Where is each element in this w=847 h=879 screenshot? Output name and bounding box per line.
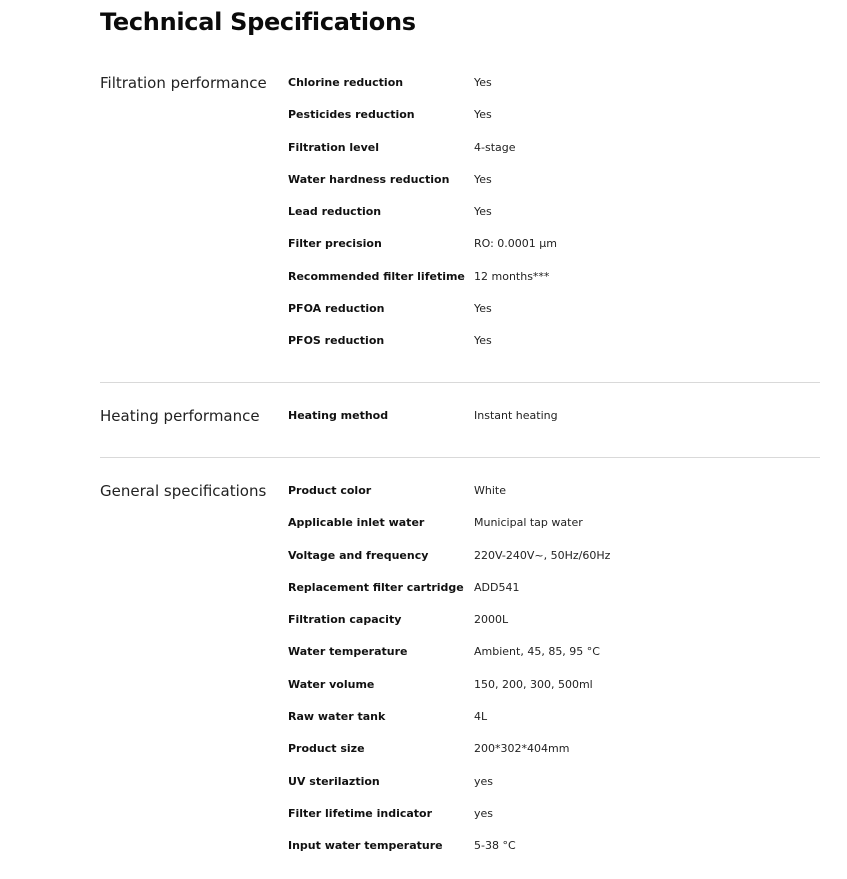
spec-label: Product color xyxy=(288,484,372,497)
spec-label: Product size xyxy=(288,742,365,756)
section-divider xyxy=(100,457,820,458)
spec-label: Applicable inlet water xyxy=(288,516,425,530)
spec-label: Recommended filter lifetime xyxy=(288,269,465,283)
spec-label: Filter lifetime indicator xyxy=(288,806,433,820)
spec-value: 2000L xyxy=(474,613,509,627)
spec-value: 12 months*** xyxy=(474,269,550,283)
spec-value: Yes xyxy=(474,76,492,89)
spec-value: RO: 0.0001 µm xyxy=(474,237,558,251)
spec-value: 5-38 °C xyxy=(474,839,516,853)
spec-value: Yes xyxy=(474,205,492,219)
spec-value: Yes xyxy=(474,108,492,122)
spec-value: Ambient, 45, 85, 95 °C xyxy=(474,645,600,659)
spec-value: 150, 200, 300, 500ml xyxy=(474,677,593,691)
spec-label: Raw water tank xyxy=(288,710,386,724)
spec-value: ADD541 xyxy=(474,580,520,594)
spec-value: Yes xyxy=(474,172,492,186)
spec-value: Yes xyxy=(474,334,492,348)
spec-label: Pesticides reduction xyxy=(288,108,415,122)
spec-value: Instant heating xyxy=(474,409,558,422)
spec-value: 220V-240V~, 50Hz/60Hz xyxy=(474,548,611,562)
spec-label: Filtration level xyxy=(288,140,380,154)
section-title: General specifications xyxy=(100,482,267,500)
spec-label: Water temperature xyxy=(288,645,408,659)
spec-label: Input water temperature xyxy=(288,839,443,853)
spec-label: Filtration capacity xyxy=(288,613,402,627)
spec-label: Filter precision xyxy=(288,237,382,251)
spec-value: White xyxy=(474,484,506,497)
spec-label: Water volume xyxy=(288,677,375,691)
spec-label: Lead reduction xyxy=(288,205,382,219)
spec-value: 4-stage xyxy=(474,140,516,154)
section-title: Heating performance xyxy=(100,407,260,425)
spec-label: Replacement filter cartridge xyxy=(288,580,464,594)
spec-value: Municipal tap water xyxy=(474,516,583,530)
section-title: Filtration performance xyxy=(100,74,267,92)
spec-value: yes xyxy=(474,806,494,820)
spec-value: Yes xyxy=(474,302,492,316)
spec-label: PFOA reduction xyxy=(288,302,385,316)
spec-value: yes xyxy=(474,774,494,788)
spec-label: UV sterilaztion xyxy=(288,774,380,788)
spec-label: PFOS reduction xyxy=(288,334,385,348)
spec-label: Water hardness reduction xyxy=(288,172,450,186)
spec-label: Chlorine reduction xyxy=(288,76,404,89)
spec-value: 200*302*404mm xyxy=(474,742,570,756)
spec-label: Voltage and frequency xyxy=(288,548,429,562)
page-title: Technical Specifications xyxy=(100,8,416,36)
spec-value: 4L xyxy=(474,710,488,724)
spec-label: Heating method xyxy=(288,409,389,422)
section-divider xyxy=(100,382,820,383)
